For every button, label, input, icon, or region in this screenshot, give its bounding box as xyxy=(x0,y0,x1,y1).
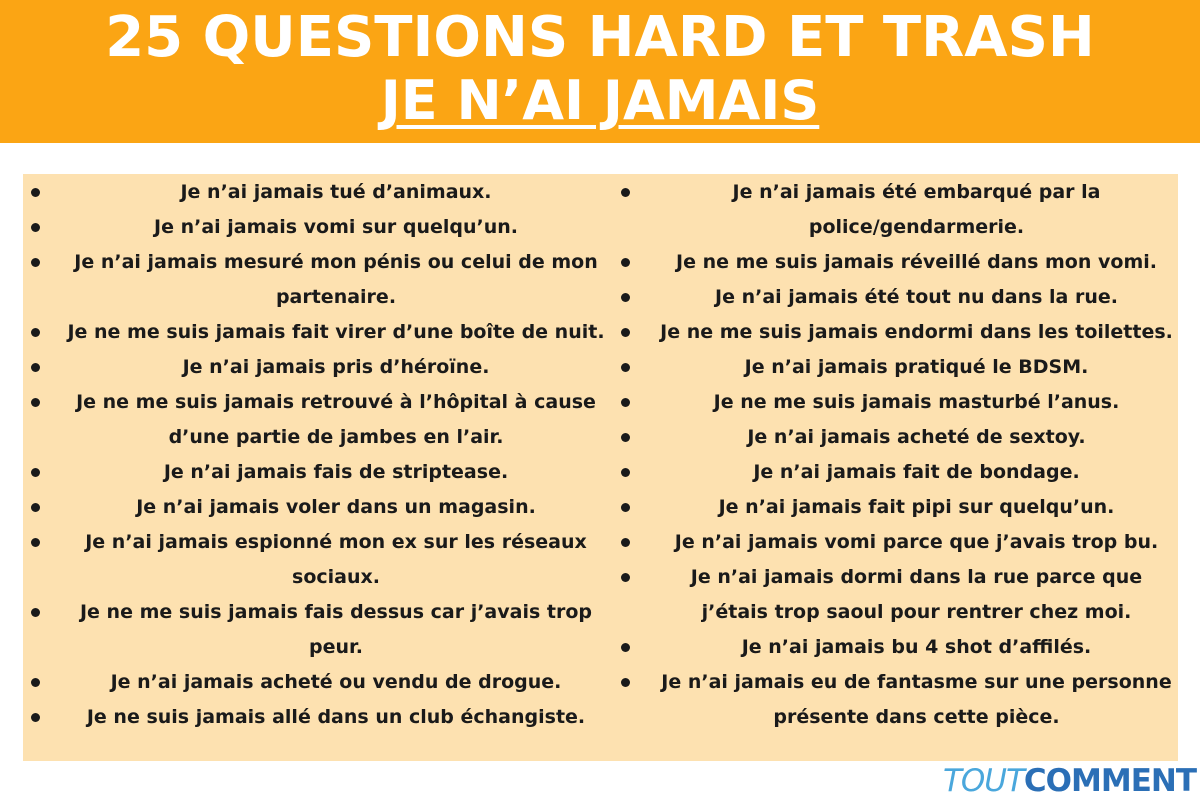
bullet-icon xyxy=(621,433,630,442)
list-item xyxy=(613,490,1178,525)
list-item-text: Je n’ai jamais acheté ou vendu de drogue. xyxy=(110,671,562,693)
list-item-text: Je n’ai jamais vomi parce que j’avais trop bu. xyxy=(674,531,1159,553)
bullet-icon xyxy=(31,328,40,337)
list-item-text: Je n’ai jamais espionné mon ex sur les réseaux sociaux. xyxy=(85,531,587,588)
logo-part-comment: COMMENT xyxy=(1023,763,1196,799)
bullet-icon xyxy=(621,188,630,197)
bullet-icon xyxy=(31,258,40,267)
bullet-icon xyxy=(31,538,40,547)
header-banner xyxy=(0,0,1200,143)
list-item-text: Je n’ai jamais acheté de sextoy. xyxy=(747,426,1086,448)
right-question-list xyxy=(613,175,1178,735)
bullet-icon xyxy=(31,678,40,687)
toutcomment-logo xyxy=(943,764,1196,798)
bullet-icon xyxy=(621,468,630,477)
bullet-icon xyxy=(621,398,630,407)
list-item xyxy=(613,665,1178,735)
list-item xyxy=(23,245,613,315)
bullet-icon xyxy=(621,328,630,337)
bullet-icon xyxy=(31,468,40,477)
questions-panel xyxy=(23,174,1178,761)
list-item-text: Je n’ai jamais été tout nu dans la rue. xyxy=(715,286,1118,308)
list-item xyxy=(613,280,1178,315)
bullet-icon xyxy=(621,678,630,687)
bullet-icon xyxy=(31,188,40,197)
list-item xyxy=(23,595,613,665)
list-item-text: Je ne suis jamais allé dans un club échangiste. xyxy=(86,706,586,728)
list-item xyxy=(613,385,1178,420)
list-item xyxy=(613,455,1178,490)
list-item xyxy=(23,350,613,385)
list-item-text: Je n’ai jamais fait de bondage. xyxy=(753,461,1080,483)
list-item-text: Je n’ai jamais fait pipi sur quelqu’un. xyxy=(718,496,1115,518)
bullet-icon xyxy=(31,608,40,617)
list-item xyxy=(613,350,1178,385)
list-item-text: Je n’ai jamais pratiqué le BDSM. xyxy=(744,356,1089,378)
bullet-icon xyxy=(621,573,630,582)
bullet-icon xyxy=(621,258,630,267)
left-question-list xyxy=(23,175,613,735)
list-item xyxy=(23,665,613,700)
bullet-icon xyxy=(31,363,40,372)
list-item xyxy=(613,420,1178,455)
logo-part-tout: TOUT xyxy=(942,763,1024,799)
list-item xyxy=(23,455,613,490)
list-item-text: Je n’ai jamais mesuré mon pénis ou celui de mon partenaire. xyxy=(74,251,598,308)
bullet-icon xyxy=(621,363,630,372)
list-item xyxy=(23,525,613,595)
list-item xyxy=(613,175,1178,245)
list-item-text: Je n’ai jamais dormi dans la rue parce que j’étais trop saoul pour rentrer chez moi. xyxy=(690,566,1143,623)
bullet-icon xyxy=(31,223,40,232)
bullet-icon xyxy=(31,713,40,722)
list-item-text: Je ne me suis jamais fais dessus car j’avais trop peur. xyxy=(79,601,592,658)
page-title: 25 QUESTIONS HARD ET TRASH xyxy=(105,5,1095,70)
list-item xyxy=(613,315,1178,350)
list-item-text: Je ne me suis jamais endormi dans les toilettes. xyxy=(660,321,1173,343)
list-item-text: Je ne me suis jamais masturbé l’anus. xyxy=(713,391,1120,413)
list-item-text: Je n’ai jamais bu 4 shot d’affilés. xyxy=(741,636,1092,658)
list-item-text: Je n’ai jamais pris d’héroïne. xyxy=(182,356,490,378)
bullet-icon xyxy=(31,503,40,512)
list-item xyxy=(23,175,613,210)
list-item xyxy=(23,315,613,350)
list-item-text: Je ne me suis jamais retrouvé à l’hôpital à cause d’une partie de jambes en l’air. xyxy=(76,391,596,448)
list-item-text: Je n’ai jamais vomi sur quelqu’un. xyxy=(154,216,518,238)
list-item xyxy=(613,245,1178,280)
list-item xyxy=(23,490,613,525)
list-item xyxy=(613,630,1178,665)
list-item-text: Je n’ai jamais voler dans un magasin. xyxy=(136,496,536,518)
list-item-text: Je ne me suis jamais fait virer d’une boîte de nuit. xyxy=(67,321,605,343)
list-item-text: Je ne me suis jamais réveillé dans mon vomi. xyxy=(676,251,1157,273)
bullet-icon xyxy=(621,643,630,652)
list-item xyxy=(23,700,613,735)
list-item-text: Je n’ai jamais eu de fantasme sur une personne présente dans cette pièce. xyxy=(661,671,1172,728)
list-item-text: Je n’ai jamais été embarqué par la police/gendarmerie. xyxy=(732,181,1101,238)
list-item xyxy=(23,385,613,455)
list-item xyxy=(613,560,1178,630)
bullet-icon xyxy=(621,538,630,547)
list-item-text: Je n’ai jamais tué d’animaux. xyxy=(180,181,492,203)
list-item xyxy=(23,210,613,245)
bullet-icon xyxy=(621,293,630,302)
bullet-icon xyxy=(31,398,40,407)
page-subtitle: JE N’AI JAMAIS xyxy=(380,69,820,132)
list-item-text: Je n’ai jamais fais de striptease. xyxy=(163,461,509,483)
list-item xyxy=(613,525,1178,560)
bullet-icon xyxy=(621,503,630,512)
